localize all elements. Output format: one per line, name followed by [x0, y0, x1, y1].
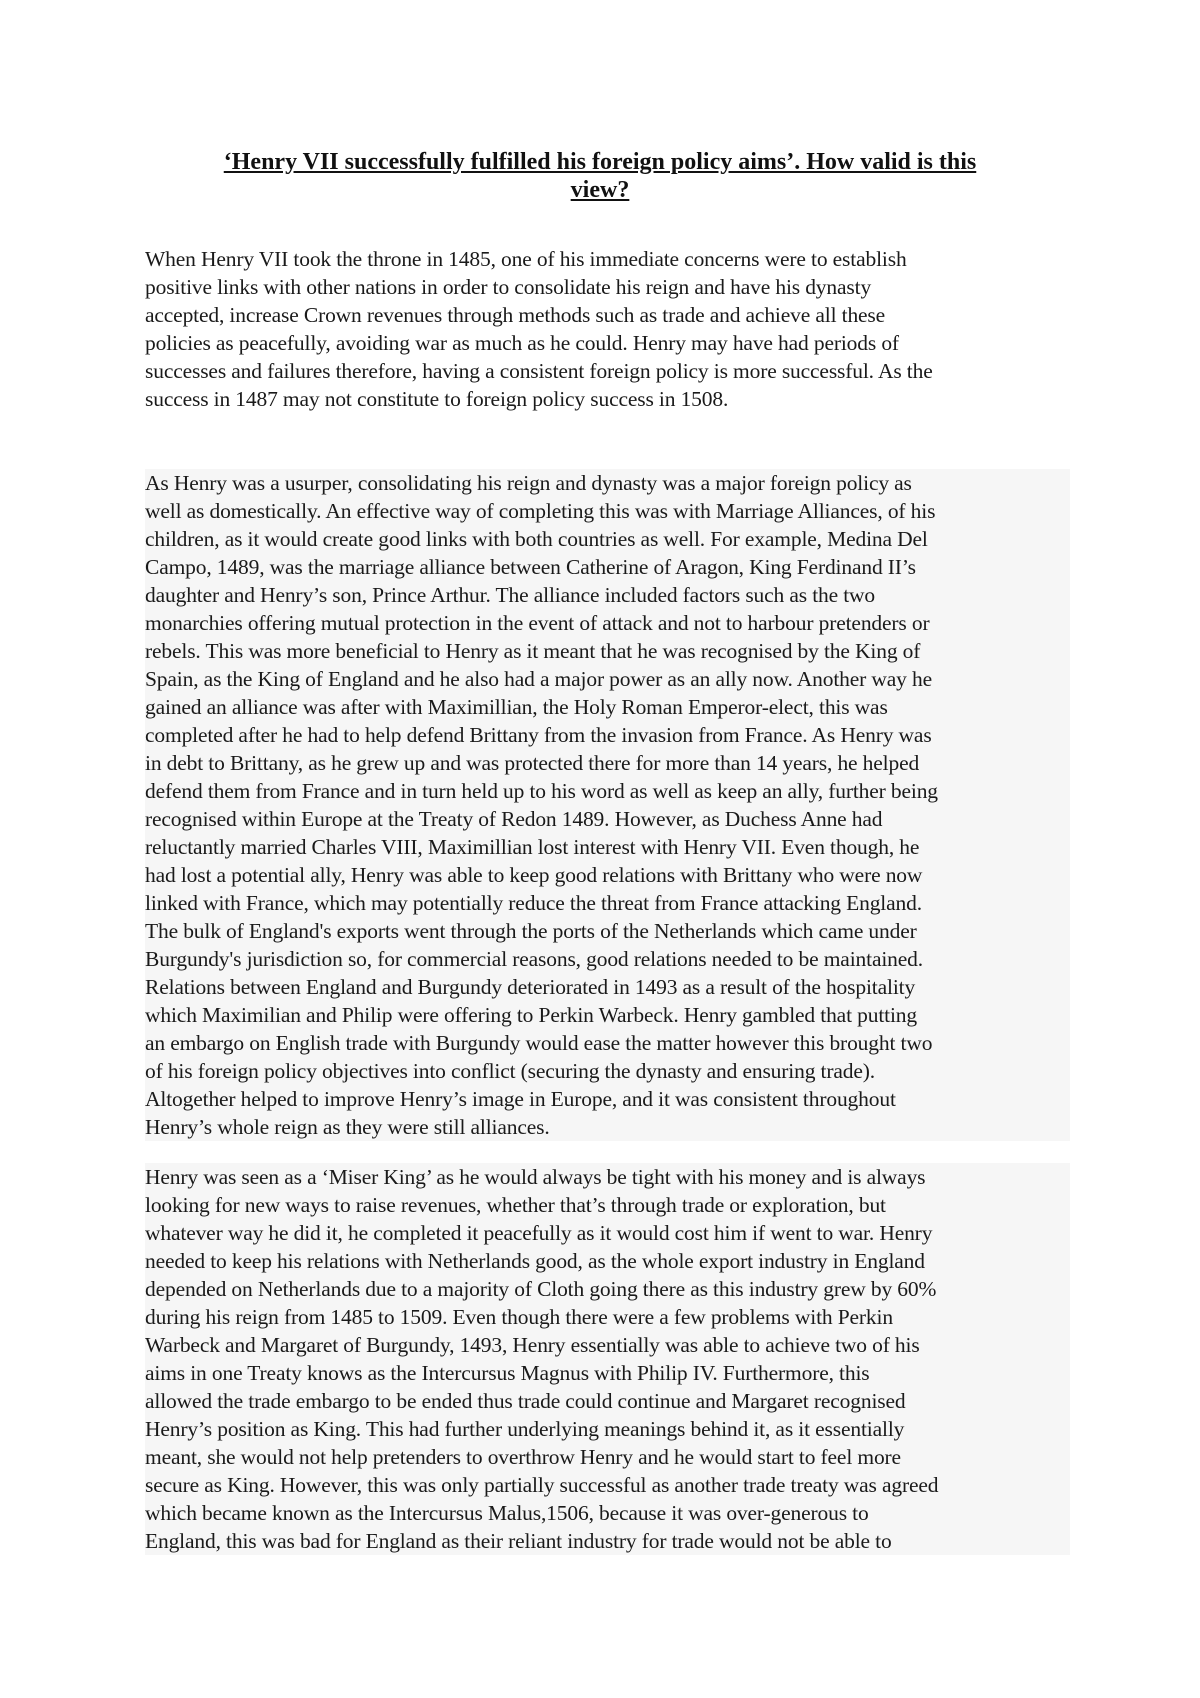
paragraph-line: Campo, 1489, was the marriage alliance between Catherine of Aragon, King Ferdinand II’s — [145, 555, 916, 579]
paragraph-alliances — [145, 469, 1070, 1141]
paragraph-line: success in 1487 may not constitute to foreign policy success in 1508. — [145, 387, 729, 411]
paragraph-line: aims in one Treaty knows as the Intercursus Magnus with Philip IV. Furthermore, this — [145, 1361, 870, 1385]
title-line: ‘Henry VII successfully fulfilled his foreign policy aims’. How valid is this — [223, 149, 977, 175]
paragraph-line: rebels. This was more beneficial to Henry as it meant that he was recognised by the King of — [145, 639, 921, 663]
paragraph-line: Spain, as the King of England and he also had a major power as an ally now. Another way he — [145, 667, 932, 691]
paragraph-line: gained an alliance was after with Maximillian, the Holy Roman Emperor-elect, this was — [145, 695, 888, 719]
paragraph-line: recognised within Europe at the Treaty of Redon 1489. However, as Duchess Anne had — [145, 807, 883, 831]
paragraph-line: meant, she would not help pretenders to overthrow Henry and he would start to feel more — [145, 1445, 901, 1469]
paragraph-line: policies as peacefully, avoiding war as much as he could. Henry may have had periods of — [145, 331, 899, 355]
paragraph-introduction — [145, 245, 1070, 413]
paragraph-line: The bulk of England's exports went through the ports of the Netherlands which came under — [145, 919, 917, 943]
paragraph-line: well as domestically. An effective way of completing this was with Marriage Alliances, of his — [145, 499, 936, 523]
paragraph-line: As Henry was a usurper, consolidating his reign and dynasty was a major foreign policy as — [145, 471, 912, 495]
paragraph-line: Altogether helped to improve Henry’s image in Europe, and it was consistent throughout — [145, 1087, 896, 1111]
paragraph-line: daughter and Henry’s son, Prince Arthur. The alliance included factors such as the two — [145, 583, 876, 607]
paragraph-line: whatever way he did it, he completed it peacefully as it would cost him if went to war. Henry — [145, 1221, 933, 1245]
paragraph-line: linked with France, which may potentially reduce the threat from France attacking England. — [145, 891, 922, 915]
paragraph-line: defend them from France and in turn held up to his word as well as keep an ally, further being — [145, 779, 938, 803]
paragraph-line: England, this was bad for England as their reliant industry for trade would not be able to — [145, 1529, 892, 1553]
paragraph-line: successes and failures therefore, having a consistent foreign policy is more successful. As the — [145, 359, 933, 383]
paragraph-line: depended on Netherlands due to a majority of Cloth going there as this industry grew by 60% — [145, 1277, 937, 1301]
paragraph-line: Burgundy's jurisdiction so, for commercial reasons, good relations needed to be maintained. — [145, 947, 923, 971]
paragraph-line: had lost a potential ally, Henry was able to keep good relations with Brittany who were now — [145, 863, 923, 887]
paragraph-line: When Henry VII took the throne in 1485, one of his immediate concerns were to establish — [145, 247, 907, 271]
paragraph-line: secure as King. However, this was only partially successful as another trade treaty was agreed — [145, 1473, 939, 1497]
paragraph-line: reluctantly married Charles VIII, Maximillian lost interest with Henry VII. Even though, he — [145, 835, 920, 859]
paragraph-line: allowed the trade embargo to be ended thus trade could continue and Margaret recognised — [145, 1389, 906, 1413]
paragraph-line: of his foreign policy objectives into conflict (securing the dynasty and ensuring trade). — [145, 1059, 875, 1083]
paragraph-line: in debt to Brittany, as he grew up and was protected there for more than 14 years, he helped — [145, 751, 920, 775]
paragraph-line: Henry’s position as King. This had further underlying meanings behind it, as it essentially — [145, 1417, 905, 1441]
paragraph-line: positive links with other nations in order to consolidate his reign and have his dynasty — [145, 275, 872, 299]
paragraph-line: which became known as the Intercursus Malus,1506, because it was over-generous to — [145, 1501, 869, 1525]
paragraph-line: Henry’s whole reign as they were still alliances. — [145, 1115, 550, 1139]
paragraph-line: accepted, increase Crown revenues through methods such as trade and achieve all these — [145, 303, 886, 327]
paragraph-line: an embargo on English trade with Burgundy would ease the matter however this brought two — [145, 1031, 933, 1055]
paragraph-line: monarchies offering mutual protection in the event of attack and not to harbour pretenders or — [145, 611, 930, 635]
paragraph-line: Warbeck and Margaret of Burgundy, 1493, Henry essentially was able to achieve two of his — [145, 1333, 920, 1357]
paragraph-line: children, as it would create good links with both countries as well. For example, Medina Del — [145, 527, 928, 551]
paragraph-line: needed to keep his relations with Netherlands good, as the whole export industry in England — [145, 1249, 925, 1273]
title-line: view? — [570, 177, 630, 203]
paragraph-line: during his reign from 1485 to 1509. Even though there were a few problems with Perkin — [145, 1305, 893, 1329]
paragraph-line: Relations between England and Burgundy deteriorated in 1493 as a result of the hospitality — [145, 975, 916, 999]
paragraph-line: which Maximilian and Philip were offering to Perkin Warbeck. Henry gambled that putting — [145, 1003, 917, 1027]
paragraph-line: completed after he had to help defend Brittany from the invasion from France. As Henry was — [145, 723, 932, 747]
paragraph-line: looking for new ways to raise revenues, whether that’s through trade or exploration, but — [145, 1193, 886, 1217]
essay-title — [140, 148, 1060, 204]
paragraph-revenues — [145, 1163, 1070, 1555]
paragraph-line: Henry was seen as a ‘Miser King’ as he would always be tight with his money and is always — [145, 1165, 926, 1189]
